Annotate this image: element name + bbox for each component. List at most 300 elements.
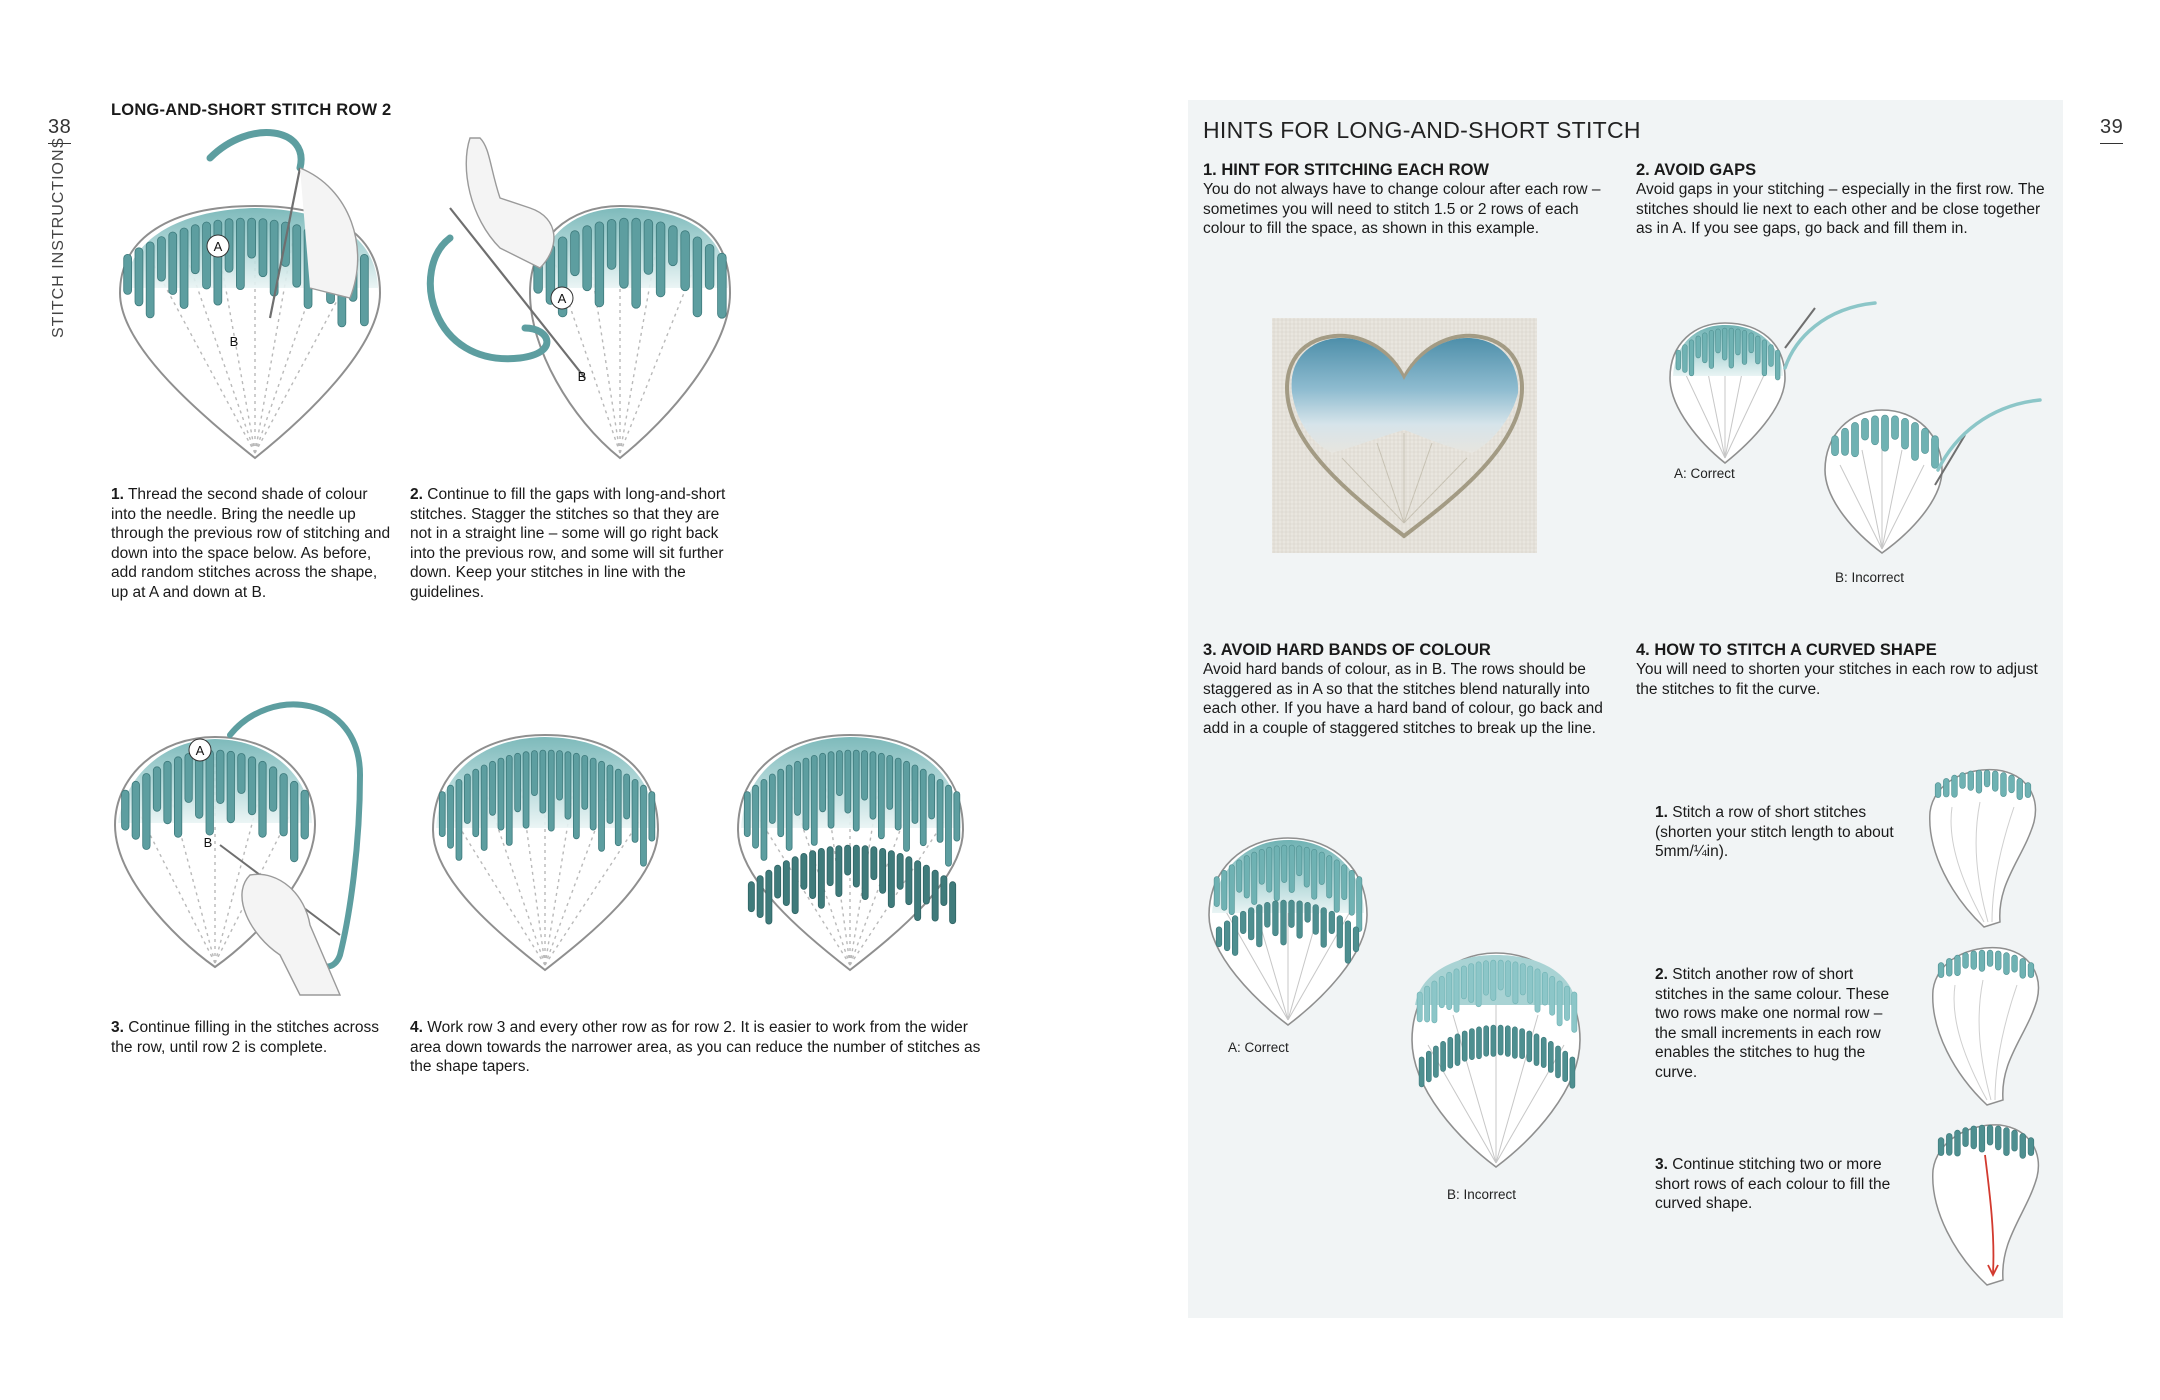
stitch-mark	[1520, 1029, 1525, 1059]
stitch-mark	[573, 753, 579, 839]
stitch-mark	[1992, 771, 1998, 791]
stitch-mark	[1447, 972, 1452, 1010]
stitch-mark	[1979, 1125, 1985, 1152]
stitch-mark	[2025, 783, 2031, 798]
stitch-mark	[293, 225, 301, 288]
stitch-mark	[775, 865, 781, 898]
hint-4-title: 4. HOW TO STITCH A CURVED SHAPE	[1636, 641, 1937, 659]
stitch-mark	[783, 861, 789, 906]
stitch-mark	[1729, 328, 1734, 368]
stitch-mark	[1995, 951, 2001, 970]
stitch-mark	[1477, 1027, 1482, 1059]
stitch-mark	[1716, 329, 1721, 353]
stitch-mark	[1689, 340, 1694, 376]
stitch-mark	[1455, 1034, 1460, 1066]
stitch-mark	[1304, 847, 1309, 887]
step-4-caption: 4. Work row 3 and every other row as for row 2. It is easier to work from the wider area down towards the narrower area, as you can reduce the number of stitches as the shape tapers.	[410, 1019, 981, 1075]
stitch-mark	[853, 750, 859, 831]
stitch-mark	[1305, 902, 1311, 922]
stitch-mark	[853, 845, 859, 887]
stitch-mark	[1563, 1051, 1568, 1082]
stitch-mark	[599, 761, 605, 851]
stitch-mark	[164, 761, 171, 824]
gaps-incorrect-label: B: Incorrect	[1835, 570, 1905, 585]
stitch-mark	[448, 785, 454, 848]
stitch-mark	[897, 853, 903, 889]
stitch-mark	[718, 253, 727, 318]
stitch-mark	[607, 219, 616, 269]
stitch-mark	[1448, 1037, 1453, 1068]
stitch-mark	[906, 857, 912, 905]
stitch-mark	[904, 761, 910, 851]
stitch-mark	[515, 753, 521, 812]
stitch-mark	[571, 231, 580, 276]
stitch-mark	[1313, 905, 1319, 935]
stitch-mark	[836, 846, 842, 897]
stitch-mark	[1984, 770, 1990, 787]
stitch-mark	[1222, 870, 1227, 910]
stitch-mark	[1312, 849, 1317, 899]
stitch-mark	[1469, 1029, 1474, 1060]
stitch-mark	[915, 861, 921, 921]
side-section-label: STITCH INSTRUCTIONS	[50, 136, 67, 338]
stitch-mark	[744, 792, 750, 837]
stitch-mark	[748, 882, 754, 912]
stitch-mark	[1842, 428, 1849, 455]
stitch-mark	[191, 225, 199, 274]
stitch-mark	[206, 750, 213, 835]
stitch-mark	[632, 218, 641, 308]
stitch-mark	[923, 865, 929, 904]
stitch-mark	[1281, 900, 1287, 945]
heart-embroidery-photo	[1272, 318, 1537, 553]
stitch-mark	[615, 769, 621, 846]
stitch-mark	[1892, 416, 1899, 440]
stitch-mark	[766, 870, 772, 924]
stitch-mark	[583, 226, 592, 291]
figure-step-1	[110, 128, 400, 468]
stitch-mark	[595, 222, 604, 307]
stitch-mark	[1274, 846, 1279, 901]
curve-step-1-caption: 1. Stitch a row of short stitches (shorten your stitch length to about 5mm/¼in).	[1655, 804, 1894, 860]
stitch-mark	[169, 232, 177, 295]
stitch-mark	[1426, 1051, 1431, 1082]
stitch-mark	[828, 752, 834, 829]
stitch-mark	[1491, 960, 1496, 1001]
stitch-mark	[1289, 900, 1295, 928]
stitch-mark	[291, 781, 298, 862]
stitch-mark	[880, 848, 886, 893]
stitch-mark	[1349, 870, 1354, 915]
stitch-mark	[1872, 416, 1879, 445]
stitch-mark	[1273, 901, 1279, 936]
stitch-mark	[1252, 852, 1257, 905]
stitch-mark	[929, 774, 935, 819]
figure-step-2	[410, 128, 740, 468]
stitch-mark	[607, 765, 613, 824]
stitch-mark	[1683, 345, 1688, 373]
stitch-mark	[1461, 966, 1466, 999]
stitch-mark	[1534, 1034, 1539, 1066]
stitch-mark	[1297, 846, 1302, 876]
stitch-mark	[1506, 961, 1511, 997]
stitch-mark	[1432, 981, 1437, 1023]
stitch-mark	[803, 758, 809, 830]
stitch-mark	[1832, 436, 1839, 456]
stitch-mark	[143, 774, 150, 850]
stitch-mark	[557, 751, 563, 801]
stitch-mark	[301, 790, 308, 839]
stitch-mark	[1419, 1057, 1424, 1087]
stitch-mark	[792, 857, 798, 914]
stitch-mark	[1749, 333, 1754, 353]
stitch-mark	[174, 757, 181, 838]
stitch-mark	[548, 750, 554, 831]
stitch-mark	[217, 750, 224, 804]
stitch-mark	[1722, 328, 1727, 360]
stitch-mark	[1527, 1031, 1532, 1062]
stitch-mark	[481, 765, 487, 851]
stitch-mark	[1454, 969, 1459, 1013]
label-b: B	[577, 369, 587, 384]
stitch-mark	[1935, 783, 1941, 798]
stitch-mark	[753, 785, 759, 848]
hint-3-text: Avoid hard bands of colour, as in B. The rows should be staggered as in A so that the stitches blend naturally into each other. If you have a hard band of colour, go back and add in a couple of staggered stitches to break up the line.	[1203, 661, 1603, 737]
stitch-mark	[2028, 963, 2034, 978]
curve-figure-2	[1925, 940, 2045, 1110]
stitch-mark	[1902, 418, 1909, 449]
stitch-mark	[693, 237, 702, 317]
stitch-mark	[2020, 1133, 2026, 1158]
stitch-mark	[870, 752, 876, 820]
stitch-mark	[473, 769, 479, 837]
stitch-mark	[1232, 916, 1238, 956]
stitch-mark	[132, 781, 139, 839]
stitch-mark	[2012, 955, 2018, 972]
curve-step-2-caption: 2. Stitch another row of short stitches in the same colour. These two rows make one normal row – the small increments in each row enables the stitches to hug the curve.	[1655, 966, 1890, 1081]
stitch-mark	[1971, 951, 1977, 970]
stitch-mark	[757, 876, 763, 918]
stitch-mark	[871, 847, 877, 880]
stitch-mark	[1971, 1126, 1977, 1149]
hint-3	[1203, 641, 1623, 738]
stitch-mark	[124, 254, 132, 294]
stitch-mark	[1548, 1041, 1553, 1072]
stitch-mark	[818, 848, 824, 908]
stitch-mark	[1513, 962, 1518, 1004]
figure-step-4a	[430, 720, 670, 980]
stitch-mark	[941, 876, 947, 906]
stitch-mark	[837, 751, 843, 796]
stitch-mark	[1505, 1026, 1510, 1057]
stitch-mark	[158, 237, 166, 282]
stitch-mark	[1267, 847, 1272, 892]
stitch-mark	[1938, 963, 1944, 978]
stitch-mark	[811, 755, 817, 845]
stitch-mark	[1775, 350, 1780, 380]
stitch-mark	[227, 751, 234, 823]
stitch-mark	[1912, 422, 1919, 460]
stitch-mark	[887, 755, 893, 809]
stitch-mark	[954, 792, 960, 842]
stitch-mark	[146, 242, 154, 318]
stitch-mark	[540, 750, 546, 813]
stitch-mark	[888, 851, 894, 908]
stitch-mark	[2001, 773, 2007, 797]
stitch-mark	[1259, 849, 1264, 884]
stitch-mark	[1321, 908, 1327, 948]
stitch-mark	[122, 790, 129, 830]
stitch-mark	[2004, 1128, 2010, 1156]
stitch-mark	[1433, 1046, 1438, 1078]
stitch-mark	[2020, 958, 2026, 978]
stitch-mark	[259, 219, 267, 277]
stitch-mark	[1342, 865, 1347, 900]
stitch-mark	[153, 767, 160, 812]
curve-figure-3	[1925, 1115, 2045, 1290]
stitch-mark	[1224, 921, 1230, 951]
stitch-mark	[1762, 340, 1767, 376]
stitch-mark	[1943, 778, 1949, 797]
stitch-mark	[912, 765, 918, 824]
stitch-mark	[1946, 958, 1952, 976]
stitch-mark	[1922, 428, 1929, 453]
stitch-mark	[1541, 1037, 1546, 1067]
hint-4	[1636, 641, 2051, 699]
stitch-mark	[1476, 962, 1481, 1007]
stitch-mark	[1319, 852, 1324, 885]
hint-2	[1636, 161, 2051, 239]
stitch-mark	[1469, 964, 1474, 1003]
figure-step-3	[110, 695, 400, 1005]
stitch-mark	[1756, 336, 1761, 364]
stitch-mark	[1557, 981, 1562, 1026]
curve-step-3-caption: 3. Continue stitching two or more short rows of each colour to fill the curved shape.	[1655, 1156, 1891, 1212]
bands-correct-label: A: Correct	[1228, 1040, 1289, 1055]
stitch-mark	[464, 774, 470, 824]
stitch-mark	[590, 758, 596, 830]
stitch-mark	[1498, 960, 1503, 990]
stitch-mark	[1439, 976, 1444, 1008]
stitch-mark	[895, 758, 901, 830]
stitch-mark	[1289, 845, 1294, 893]
stitch-mark	[920, 769, 926, 846]
stitch-mark	[845, 845, 851, 875]
stitch-mark	[1345, 921, 1351, 964]
stitch-mark	[1963, 1128, 1969, 1147]
stitch-mark	[456, 779, 462, 860]
stitch-mark	[280, 774, 287, 837]
stitch-mark	[1742, 330, 1747, 364]
stitch-mark	[1703, 333, 1708, 363]
stitch-mark	[1696, 336, 1701, 358]
stitch-mark	[1709, 330, 1714, 368]
stitch-mark	[582, 755, 588, 809]
stitch-mark	[644, 219, 653, 274]
stitch-mark	[946, 785, 952, 866]
stitch-mark	[937, 779, 943, 842]
stitch-mark	[360, 254, 368, 326]
stitch-mark	[1297, 901, 1303, 939]
stitch-mark	[1257, 905, 1263, 948]
stitch-mark	[656, 222, 665, 297]
stitch-mark	[248, 218, 256, 258]
stitch-mark	[1491, 1025, 1496, 1056]
stitch-mark	[238, 754, 245, 794]
stitch-mark	[769, 774, 775, 824]
stitch-mark	[1952, 775, 1958, 797]
stitch-mark	[810, 851, 816, 899]
figure-step-4b	[735, 720, 975, 980]
stitch-mark	[1425, 986, 1430, 1022]
stitch-mark	[2009, 775, 2015, 793]
stitch-mark	[1736, 329, 1741, 355]
stitch-mark	[1963, 953, 1969, 969]
stitch-mark	[1528, 966, 1533, 1004]
label-a: A	[557, 291, 567, 306]
stitch-mark	[801, 853, 807, 889]
curve-figure-1	[1922, 762, 2042, 932]
stitch-mark	[269, 767, 276, 812]
hint-2-text: Avoid gaps in your stitching – especially in the first row. The stitches should lie next to each other and be close together as in A. If you see gaps, go back and fill them in.	[1636, 181, 2045, 237]
stitch-mark	[135, 248, 143, 306]
step-1-caption: 1. Thread the second shade of colour into the needle. Bring the needle up through the previous row of stitching and down into the space below. As before, add random stitches across the shape, up at A and down at B.	[111, 486, 391, 601]
bands-correct-figure	[1205, 830, 1375, 1030]
stitch-mark	[1995, 1126, 2001, 1150]
stitch-mark	[862, 751, 868, 801]
stitch-mark	[1987, 950, 1993, 966]
stitch-mark	[532, 751, 538, 796]
stitch-mark	[641, 785, 647, 866]
stitch-mark	[1564, 986, 1569, 1021]
panel-title: HINTS FOR LONG-AND-SHORT STITCH	[1203, 117, 1641, 143]
stitch-mark	[624, 774, 630, 819]
stitch-mark	[1483, 961, 1488, 996]
stitch-mark	[248, 757, 255, 815]
stitch-mark	[523, 752, 529, 829]
stitch-mark	[236, 218, 244, 290]
stitch-mark	[1240, 911, 1246, 934]
stitch-mark	[506, 755, 512, 845]
stitch-mark	[1570, 1057, 1575, 1088]
label-b: B	[203, 835, 213, 850]
stitch-mark	[795, 761, 801, 815]
label-a: A	[195, 743, 205, 758]
stitch-mark	[1282, 845, 1287, 883]
hint-2-title: 2. AVOID GAPS	[1636, 161, 1757, 179]
stitch-mark	[1334, 860, 1339, 913]
hint-1-title: 1. HINT FOR STITCHING EACH ROW	[1203, 161, 1489, 179]
stitch-mark	[565, 752, 571, 820]
stitch-mark	[1976, 770, 1982, 793]
stitch-mark	[439, 792, 445, 837]
stitch-mark	[1337, 916, 1343, 949]
stitch-mark	[1462, 1031, 1467, 1061]
stitch-mark	[1882, 415, 1889, 451]
section-heading: LONG-AND-SHORT STITCH ROW 2	[111, 101, 392, 119]
stitch-mark	[203, 222, 211, 289]
stitch-mark	[620, 218, 629, 288]
stitch-mark	[1417, 992, 1422, 1022]
stitch-mark	[1938, 1138, 1944, 1156]
stitch-mark	[1932, 436, 1939, 469]
stitch-mark	[1512, 1027, 1517, 1059]
stitch-mark	[862, 846, 868, 900]
stitch-mark	[1216, 927, 1222, 947]
stitch-mark	[820, 753, 826, 812]
stitch-mark	[1955, 955, 1961, 976]
label-b: B	[229, 334, 239, 349]
hint-1-text: You do not always have to change colour after each row – sometimes you will need to stitch 1.5 or 2 rows of each colour to fill the space, as shown in this example.	[1203, 181, 1601, 237]
hint-3-title: 3. AVOID HARD BANDS OF COLOUR	[1203, 641, 1491, 659]
stitch-mark	[180, 228, 188, 309]
stitch-mark	[681, 231, 690, 291]
stitch-mark	[1498, 1025, 1503, 1055]
page-number-right: 39	[2100, 116, 2123, 144]
stitch-mark	[1676, 350, 1681, 370]
hint-4-text: You will need to shorten your stitches in each row to adjust the stitches to fit the curve.	[1636, 661, 2038, 698]
stitch-mark	[1572, 992, 1577, 1033]
stitch-mark	[1852, 422, 1859, 456]
stitch-mark	[1484, 1026, 1489, 1057]
stitch-mark	[259, 761, 266, 837]
stitch-mark	[1556, 1046, 1561, 1078]
stitch-mark	[932, 870, 938, 921]
gaps-correct-label: A: Correct	[1674, 466, 1735, 481]
stitch-mark	[827, 847, 833, 886]
stitch-mark	[1237, 860, 1242, 893]
stitch-mark	[761, 779, 767, 860]
page-number: 38	[48, 116, 71, 144]
stitch-mark	[1946, 1133, 1952, 1155]
stitch-mark	[1248, 908, 1254, 941]
stitch-mark	[649, 792, 655, 842]
stitch-mark	[1353, 927, 1359, 952]
bands-incorrect-label: B: Incorrect	[1447, 1187, 1517, 1202]
stitch-mark	[669, 226, 678, 266]
bands-incorrect-figure	[1408, 945, 1588, 1175]
stitch-mark	[2028, 1138, 2034, 1156]
stitch-mark	[778, 769, 784, 837]
stitch-mark	[705, 244, 714, 289]
stitch-mark	[1769, 345, 1774, 367]
stitch-mark	[1229, 865, 1234, 915]
stitch-mark	[1987, 1125, 1993, 1145]
stitch-mark	[1979, 950, 1985, 971]
stitch-mark	[632, 779, 638, 842]
stitch-mark	[1862, 418, 1869, 440]
stitch-mark	[878, 753, 884, 839]
stitch-mark	[1327, 856, 1332, 899]
step-2-caption: 2. Continue to fill the gaps with long-and-short stitches. Stagger the stitches so that they are not in a straight line – some will go right back into the previous row, and some will sit further down. Keep your stitches in line with the guidelines.	[410, 486, 726, 601]
stitch-mark	[1357, 877, 1362, 932]
stitch-mark	[786, 765, 792, 851]
stitch-mark	[498, 758, 504, 830]
stitch-mark	[1441, 1041, 1446, 1071]
step-3-caption: 3. Continue filling in the stitches across the row, until row 2 is complete.	[111, 1019, 379, 1056]
stitch-mark	[1968, 771, 1974, 791]
stitch-mark	[1955, 1130, 1961, 1156]
stitch-mark	[185, 754, 192, 803]
gaps-incorrect-figure	[1820, 395, 2050, 565]
stitch-mark	[214, 220, 222, 305]
stitch-mark	[1520, 964, 1525, 996]
stitch-mark	[1244, 856, 1249, 899]
stitch-mark	[950, 882, 956, 924]
stitch-mark	[1550, 976, 1555, 1015]
stitch-mark	[1214, 877, 1219, 907]
stitch-mark	[845, 750, 851, 813]
